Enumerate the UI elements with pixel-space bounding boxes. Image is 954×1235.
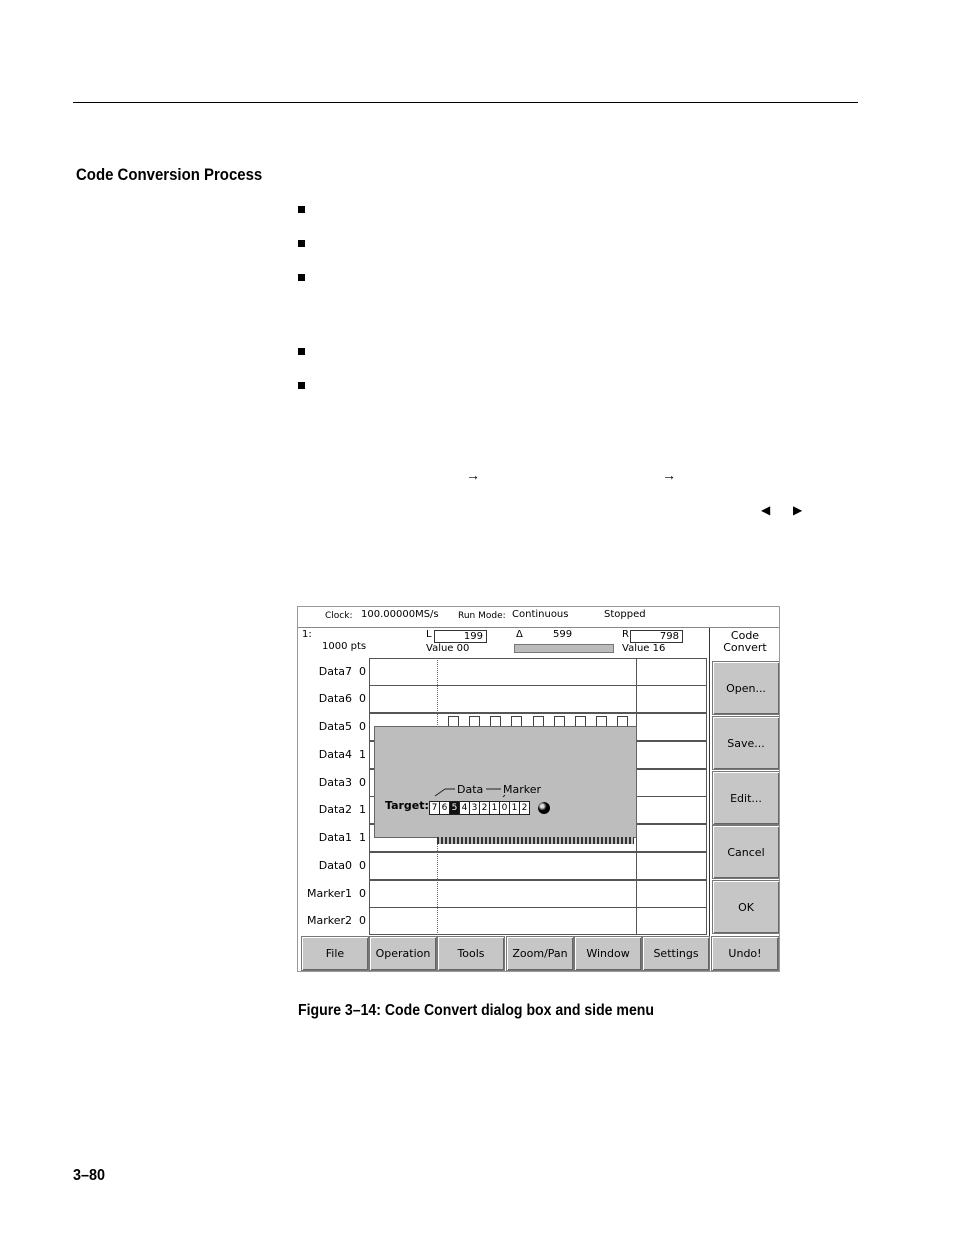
left-triangle-icon: ◀ [761, 503, 771, 517]
data-row [298, 852, 708, 879]
right-marker-label: R [622, 629, 629, 640]
header-rule [73, 102, 858, 103]
bullet-5 [298, 382, 305, 389]
row-label: Data1 1 [318, 831, 366, 844]
menu-zoom-pan[interactable]: Zoom/Pan [506, 936, 574, 971]
row-cell[interactable] [369, 907, 707, 935]
ball-icon [538, 802, 550, 814]
data-label: Data [457, 783, 484, 796]
bullet-3 [298, 274, 305, 281]
row-cell[interactable] [369, 852, 707, 880]
bit[interactable]: 6 [439, 801, 450, 815]
bit[interactable]: 1 [509, 801, 520, 815]
points-count: 1000 pts [322, 641, 367, 652]
run-mode-label: Run Mode: [458, 611, 506, 621]
row-label: Data7 0 [318, 665, 366, 678]
menu-bar [298, 935, 779, 971]
right-value: Value 16 [622, 643, 666, 654]
row-cell[interactable] [369, 880, 707, 908]
bit[interactable]: 7 [429, 801, 440, 815]
row-label: Data6 0 [318, 692, 366, 705]
bullet-2 [298, 240, 305, 247]
dialog-leader-lines [375, 727, 636, 837]
right-marker-field[interactable]: 798 [630, 630, 683, 643]
open-button[interactable]: Open... [712, 661, 780, 715]
side-menu [709, 628, 780, 971]
left-value: Value 00 [426, 643, 470, 654]
left-marker-field[interactable]: 199 [434, 630, 487, 643]
code-convert-screenshot [297, 606, 780, 972]
position-bar[interactable] [514, 644, 614, 653]
menu-file[interactable]: File [301, 936, 369, 971]
marker-label: Marker [503, 783, 542, 796]
menu-window[interactable]: Window [574, 936, 642, 971]
hatch-pattern [437, 837, 634, 844]
clock-value: 100.00000MS/s [361, 609, 439, 620]
bit-selected[interactable]: 5 [449, 801, 460, 815]
right-arrow-icon: → [466, 467, 480, 483]
bit[interactable]: 2 [479, 801, 490, 815]
code-convert-dialog [374, 726, 637, 838]
data-row [298, 658, 708, 685]
row-label: Data5 0 [318, 720, 366, 733]
status-bar [298, 607, 779, 628]
bit[interactable]: 0 [499, 801, 510, 815]
row-label: Data2 1 [318, 803, 366, 816]
menu-settings[interactable]: Settings [642, 936, 710, 971]
page-number: 3–80 [73, 1167, 106, 1184]
menu-tools[interactable]: Tools [437, 936, 505, 971]
figure-caption: Figure 3–14: Code Convert dialog box and side menu [298, 1002, 654, 1019]
bit[interactable]: 3 [469, 801, 480, 815]
waveform-index: 1: [302, 629, 312, 640]
target-label: Target: [385, 799, 429, 812]
right-arrow-icon: → [662, 467, 676, 483]
bullet-4 [298, 348, 305, 355]
delta-label: Δ [516, 629, 523, 640]
run-state: Stopped [604, 609, 646, 620]
left-marker-label: L [426, 629, 432, 640]
side-menu-title: Code Convert [723, 629, 767, 654]
clock-label: Clock: [325, 611, 353, 621]
target-bits[interactable] [429, 801, 529, 815]
bit[interactable]: 1 [489, 801, 500, 815]
row-label: Marker2 0 [306, 914, 366, 927]
save-button[interactable]: Save... [712, 716, 780, 770]
right-triangle-icon: ▶ [793, 503, 803, 517]
waveform-header [298, 628, 708, 658]
menu-operation[interactable]: Operation [369, 936, 437, 971]
bit[interactable]: 2 [519, 801, 530, 815]
row-label: Data0 0 [318, 859, 366, 872]
ok-button[interactable]: OK [712, 880, 780, 934]
row-label: Marker1 0 [306, 887, 366, 900]
row-label: Data3 0 [318, 776, 366, 789]
data-row [298, 685, 708, 712]
data-row [298, 880, 708, 907]
edit-button[interactable]: Edit... [712, 771, 780, 825]
run-mode-value: Continuous [512, 609, 569, 620]
cancel-button[interactable]: Cancel [712, 825, 780, 879]
menu-undo[interactable]: Undo! [711, 936, 779, 971]
row-cell[interactable] [369, 658, 707, 686]
delta-value: 599 [553, 629, 573, 640]
bit[interactable]: 4 [459, 801, 470, 815]
data-row [298, 907, 708, 934]
row-label: Data4 1 [318, 748, 366, 761]
section-title: Code Conversion Process [76, 165, 263, 184]
row-cell[interactable] [369, 685, 707, 713]
bullet-1 [298, 206, 305, 213]
